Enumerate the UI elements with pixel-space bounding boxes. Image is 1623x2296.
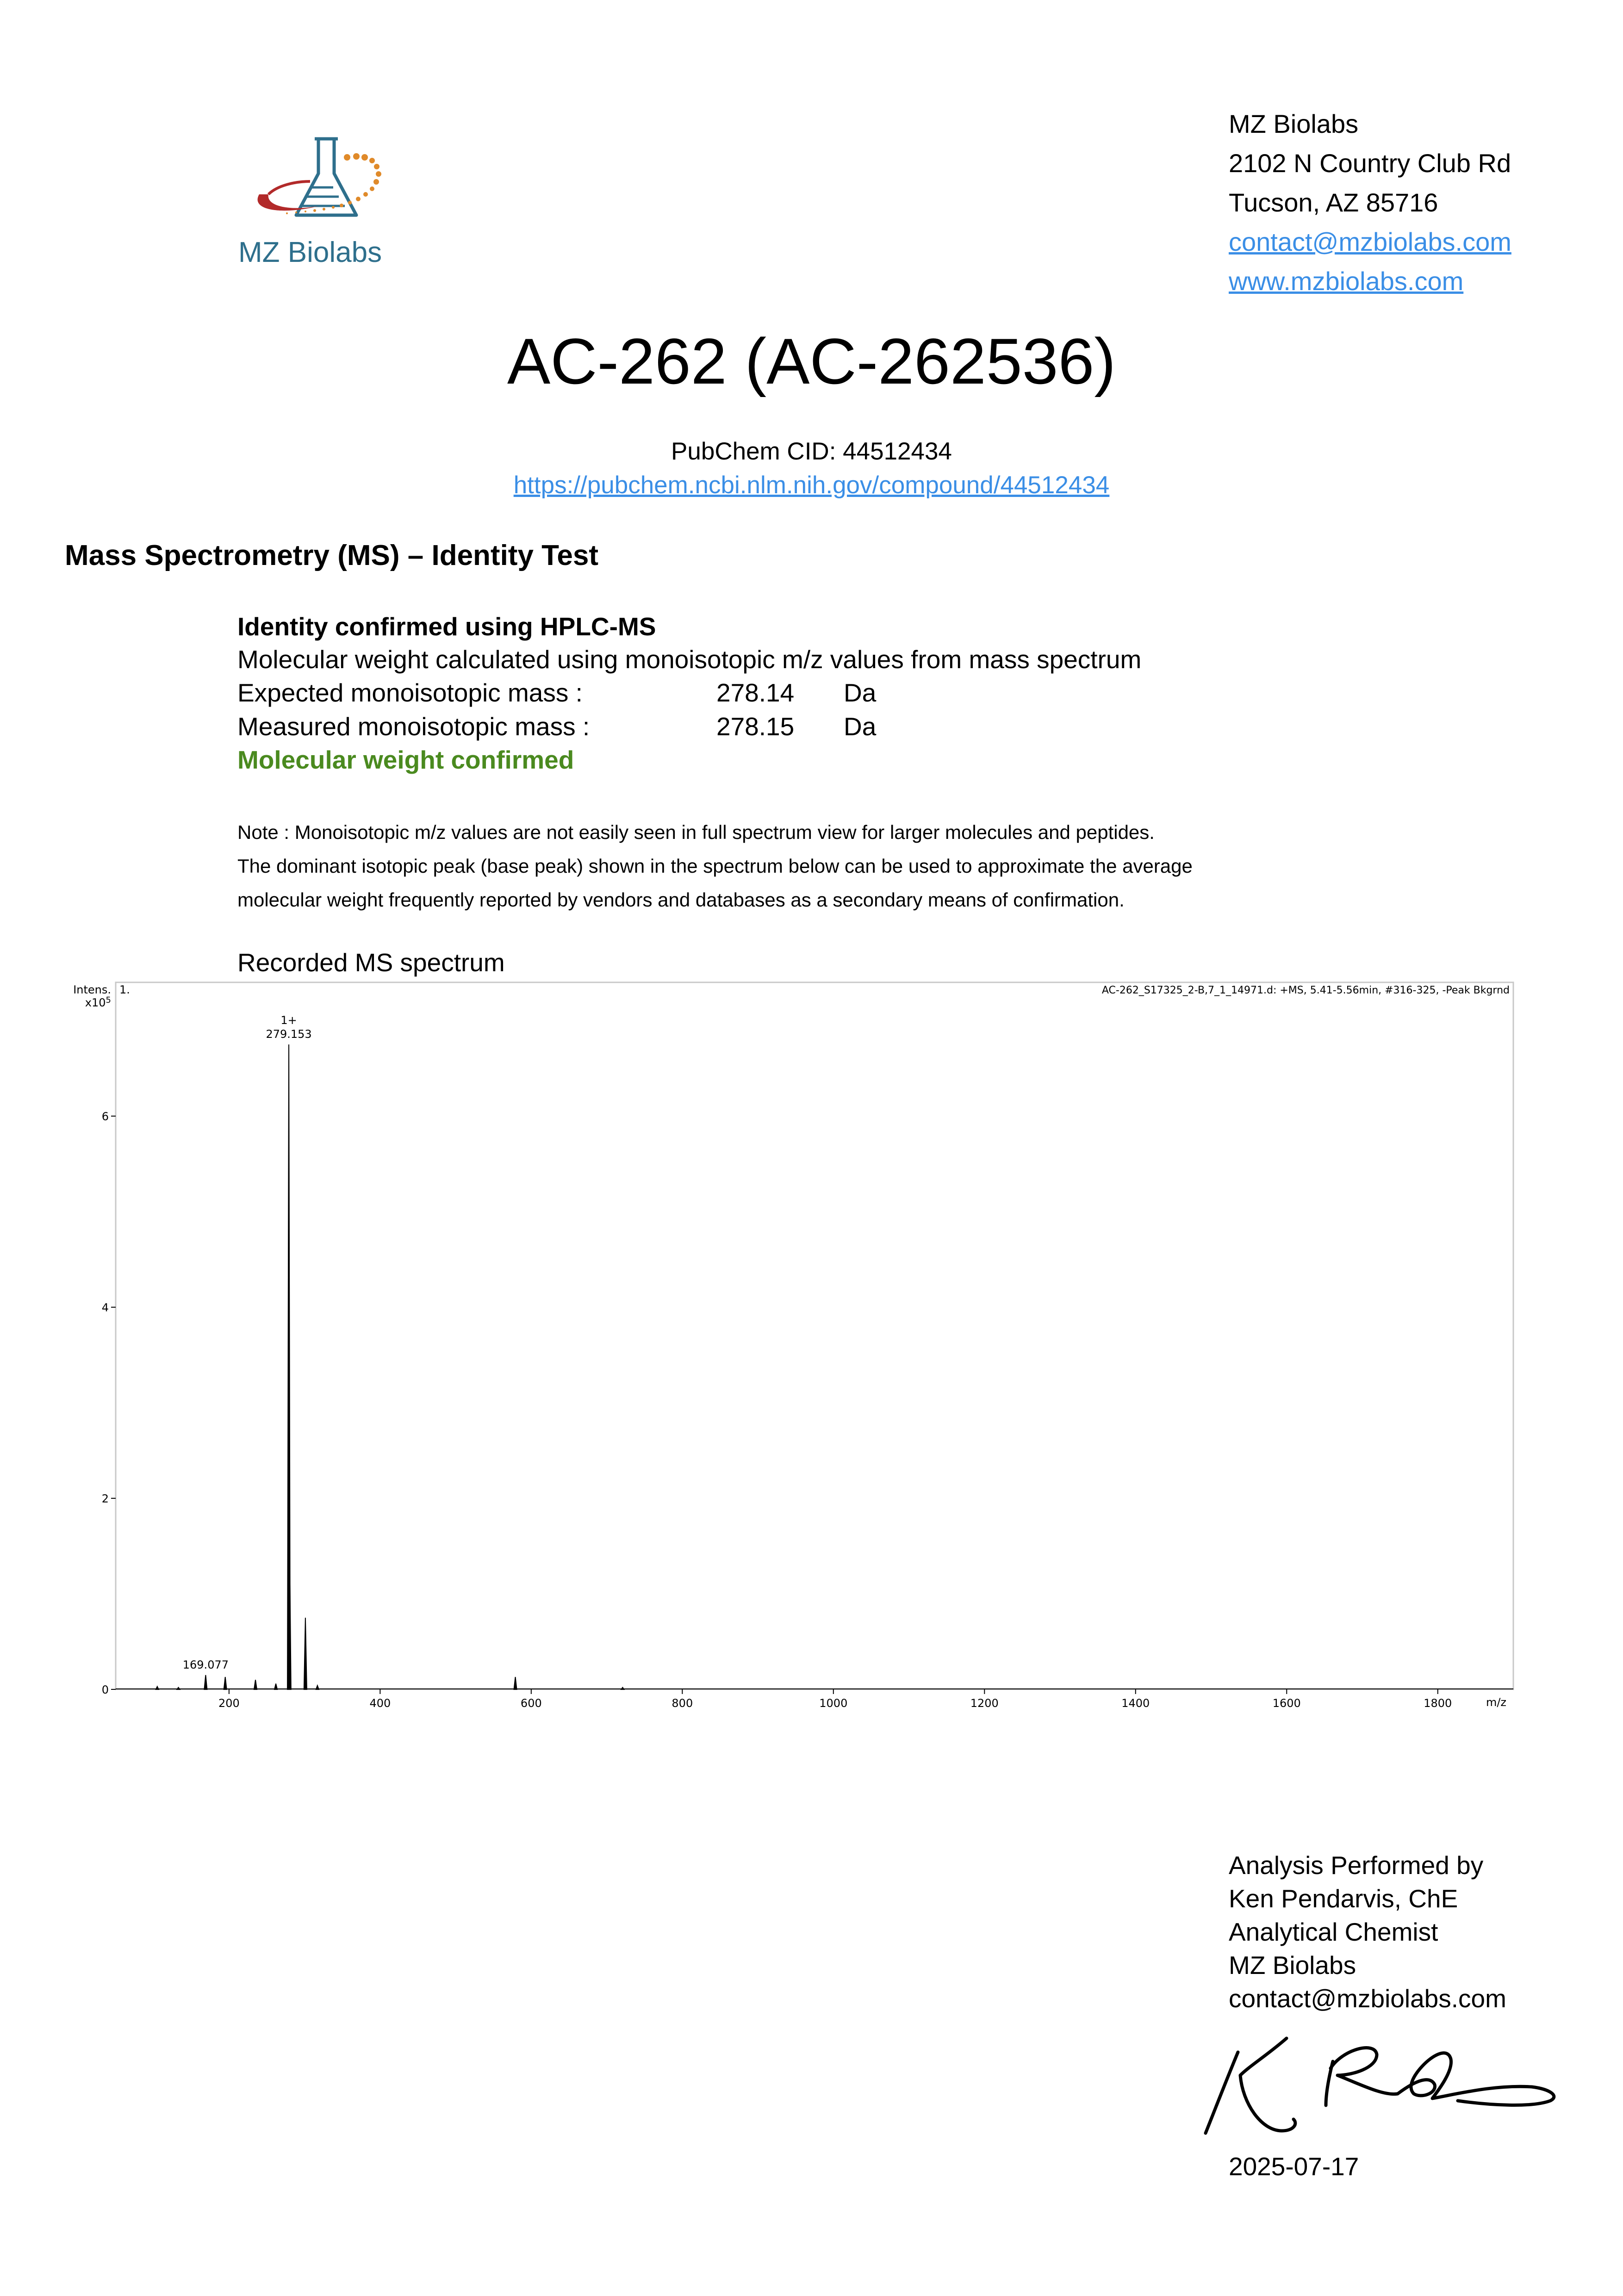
- logo-text: MZ Biolabs: [238, 236, 382, 268]
- y-axis-label: Intens.: [73, 983, 111, 996]
- x-tick-label: 200: [218, 1697, 240, 1708]
- signature: [1199, 2024, 1569, 2145]
- spectrum-peak: [156, 1687, 159, 1689]
- analyst-heading: Analysis Performed by: [1229, 1851, 1484, 1880]
- identity-heading: Identity confirmed using HPLC-MS: [237, 612, 656, 641]
- x-tick-label: 1600: [1272, 1697, 1301, 1708]
- spectrum-peak: [274, 1684, 277, 1689]
- expected-mass-label: Expected monoisotopic mass :: [237, 678, 583, 707]
- page-title: AC-262 (AC-262536): [507, 325, 1116, 397]
- note-line: The dominant isotopic peak (base peak) shown in the spectrum below can be used to approximate the average: [237, 855, 1193, 877]
- analyst-email: contact@mzbiolabs.com: [1229, 1984, 1506, 2013]
- pubchem-link[interactable]: https://pubchem.ncbi.nlm.nih.gov/compound/44512434: [513, 472, 1110, 499]
- measured-mass-unit: Da: [844, 712, 877, 741]
- company-address-line1: 2102 N Country Club Rd: [1229, 149, 1511, 178]
- company-address-line2: Tucson, AZ 85716: [1229, 188, 1438, 217]
- expected-mass-unit: Da: [844, 678, 877, 707]
- spectrum-peak: [621, 1688, 624, 1689]
- spectrum-peak: [224, 1677, 227, 1689]
- section-title: Mass Spectrometry (MS) – Identity Test: [65, 540, 599, 571]
- y-axis-multiplier: [85, 995, 111, 1009]
- note-block: [237, 815, 1394, 917]
- y-axis-multiplier-base: x10: [85, 996, 106, 1009]
- spectrum-title: Recorded MS spectrum: [237, 948, 505, 977]
- x-tick-label: 600: [520, 1697, 542, 1708]
- analyst-org: MZ Biolabs: [1229, 1951, 1356, 1980]
- analyst-role: Analytical Chemist: [1229, 1917, 1438, 1946]
- x-tick-label: 800: [672, 1697, 693, 1708]
- spectrum-peak: [177, 1688, 180, 1689]
- spectrum-peak: [316, 1686, 319, 1689]
- company-address-block: [1229, 104, 1511, 301]
- y-tick-label: 2: [101, 1492, 109, 1506]
- trace-label: 1.: [119, 983, 130, 996]
- measured-mass-label: Measured monoisotopic mass :: [237, 712, 590, 741]
- x-tick-label: 1800: [1424, 1697, 1452, 1708]
- measured-mass-value: 278.15: [716, 712, 795, 741]
- x-tick-label: 1200: [970, 1697, 999, 1708]
- x-tick-label: 1000: [819, 1697, 848, 1708]
- plot-frame: [116, 982, 1513, 1689]
- chart-header: AC-262_S17325_2-B,7_1_14971.d: +MS, 5.41-5.56min, #316-325, -Peak Bkgrnd: [1101, 985, 1510, 996]
- y-tick-label: 6: [101, 1110, 109, 1123]
- y-axis-exponent: 5: [106, 995, 111, 1005]
- method-note: Molecular weight calculated using monoisotopic m/z values from mass spectrum: [237, 645, 1142, 674]
- peak-label: 169.077: [182, 1658, 229, 1672]
- ms-spectrum-chart: [69, 977, 1523, 1708]
- spectrum-peak: [204, 1675, 207, 1689]
- note-line: molecular weight frequently reported by vendors and databases as a secondary means of confirmation.: [237, 889, 1125, 911]
- spectrum-peak: [514, 1677, 517, 1689]
- spectrum-peak: [304, 1618, 307, 1689]
- pubchem-cid: PubChem CID: 44512434: [671, 438, 952, 465]
- analyst-block: [1229, 1849, 1506, 2015]
- result-confirmed: Molecular weight confirmed: [237, 745, 574, 774]
- x-tick-label: 400: [369, 1697, 391, 1708]
- company-name: MZ Biolabs: [1229, 109, 1359, 138]
- y-tick-label: 0: [101, 1683, 109, 1696]
- x-tick-label: 1400: [1121, 1697, 1150, 1708]
- peak-label: 1+: [280, 1014, 297, 1027]
- note-line: Note : Monoisotopic m/z values are not easily seen in full spectrum view for larger molecules and peptides.: [237, 821, 1155, 843]
- report-date: 2025-07-17: [1229, 2152, 1359, 2181]
- expected-mass-value: 278.14: [716, 678, 795, 707]
- spectrum-peak: [254, 1680, 257, 1689]
- analyst-name: Ken Pendarvis, ChE: [1229, 1884, 1458, 1913]
- y-tick-label: 4: [101, 1301, 109, 1315]
- company-website-link[interactable]: www.mzbiolabs.com: [1229, 267, 1464, 296]
- peak-label: 279.153: [266, 1028, 312, 1041]
- company-email-link[interactable]: contact@mzbiolabs.com: [1229, 227, 1511, 256]
- x-axis-label: m/z: [1486, 1696, 1506, 1708]
